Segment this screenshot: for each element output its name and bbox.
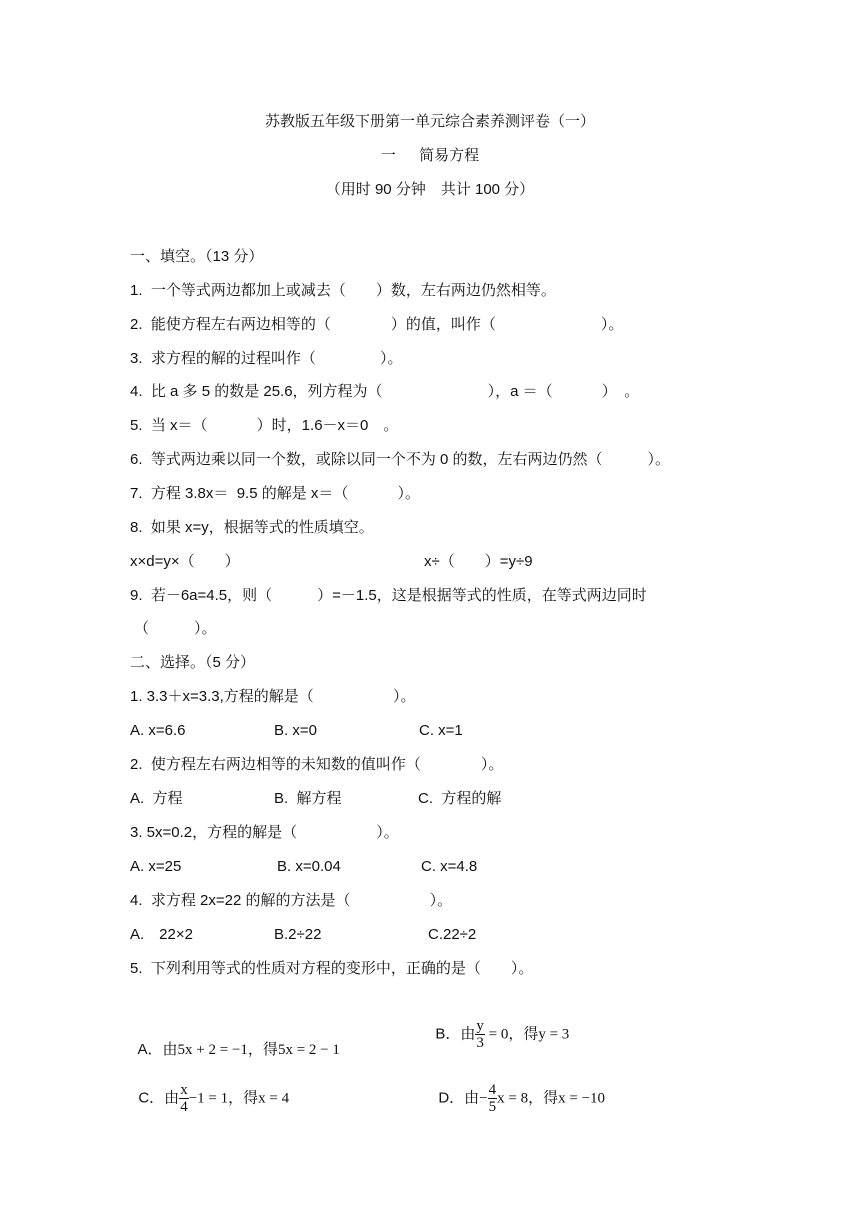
option-d-mid: ，得: [528, 1089, 559, 1107]
choice-q2-option-b: B. 解方程: [274, 790, 342, 807]
option-b-result: y = 3: [538, 1026, 570, 1043]
option-a-mid: ，得: [247, 1041, 278, 1058]
option-c-result: x = 4: [258, 1090, 290, 1107]
choice-q3-option-b: B. x=0.04: [277, 858, 341, 875]
option-b-equation-tail: = 0: [484, 1026, 509, 1043]
choice-q4-option-c: C.22÷2: [428, 926, 477, 943]
fill-q4: 4. 比 a 多 5 的数是 25.6，列方程为（ ），a ＝（ ） 。: [130, 383, 640, 400]
choice-q1-option-a: A. x=6.6: [130, 722, 186, 739]
fill-q6: 6. 等式两边乘以同一个数，或除以同一个不为 0 的数，左右两边仍然（ ）。: [130, 451, 671, 468]
option-d-denominator: 5: [488, 1099, 497, 1115]
choice-q4-option-a: A. 22×2: [130, 926, 193, 943]
choice-q5-option-c: [130, 1064, 289, 1115]
fill-q3: 3. 求方程的解的过程叫作（ ）。: [130, 350, 403, 367]
choice-q5-option-d: [430, 1064, 605, 1115]
fill-q5: 5. 当 x＝（ ）时，1.6－x＝0 。: [130, 417, 399, 434]
option-d-numerator: 4: [488, 1082, 497, 1098]
section2-heading: 二、选择。（5 分）: [130, 654, 256, 671]
choice-q2: 2. 使方程左右两边相等的未知数的值叫作（ ）。: [130, 756, 504, 773]
option-d-sign: −: [479, 1090, 488, 1107]
choice-q1-option-c: C. x=1: [419, 722, 463, 739]
fill-q9-cont: （ ）。: [134, 620, 217, 637]
fill-q7: 7. 方程 3.8x＝ 9.5 的解是 x＝（ ）。: [130, 485, 421, 502]
option-d-prefix: D．由: [438, 1089, 480, 1107]
option-a-result: 5x = 2 − 1: [277, 1042, 340, 1058]
option-b-fraction: [475, 1018, 485, 1051]
fill-q8: 8. 如果 x=y，根据等式的性质填空。: [130, 519, 374, 536]
option-b-mid: ，得: [508, 1025, 539, 1043]
choice-q3: 3. 5x=0.2，方程的解是（ ）。: [130, 824, 399, 841]
page-title: 苏教版五年级下册第一单元综合素养测评卷（一）: [264, 113, 595, 130]
option-b-denominator: 3: [476, 1035, 484, 1051]
choice-q5-option-a: [130, 1020, 340, 1060]
fill-q8-part-a: x×d=y×（ ）: [130, 553, 240, 570]
option-b-numerator: y: [476, 1018, 484, 1034]
option-d-fraction: [488, 1082, 498, 1115]
option-a-equation: 5x + 2 = −1: [177, 1042, 248, 1058]
option-d-result: x = −10: [558, 1090, 606, 1107]
fill-q1: 1. 一个等式两边都加上或减去（ ）数，左右两边仍然相等。: [130, 282, 556, 299]
fill-q9: 9. 若－6a=4.5，则（ ）=－1.5，这是根据等式的性质，在等式两边同时: [130, 587, 647, 604]
option-c-prefix: C．由: [138, 1089, 180, 1107]
option-a-prefix: A．由: [137, 1041, 178, 1058]
unit-title: 一 简易方程: [380, 147, 480, 164]
choice-q3-option-c: C. x=4.8: [421, 858, 478, 875]
choice-q5: 5. 下列利用等式的性质对方程的变形中，正确的是（ ）。: [130, 960, 534, 977]
option-c-numerator: x: [180, 1082, 188, 1098]
choice-q1-option-b: B. x=0: [274, 722, 317, 739]
choice-q5-option-b: [427, 1000, 569, 1051]
fill-q2: 2. 能使方程左右两边相等的（ ）的值，叫作（ ）。: [130, 316, 624, 333]
section1-heading: 一、填空。（13 分）: [130, 248, 264, 265]
option-c-mid: ，得: [228, 1089, 259, 1107]
option-d-equation-tail: x = 8: [497, 1090, 529, 1107]
time-note: （用时 90 分钟 共计 100 分）: [325, 181, 535, 198]
option-c-equation-tail: −1 = 1: [188, 1090, 229, 1107]
choice-q4: 4. 求方程 2x=22 的解的方法是（ ）。: [130, 892, 453, 909]
choice-q2-option-a: A. 方程: [130, 790, 183, 807]
choice-q1: 1. 3.3＋x=3.3,方程的解是（ ）。: [130, 688, 416, 705]
choice-q2-option-c: C. 方程的解: [418, 790, 502, 807]
choice-q4-option-b: B.2÷22: [274, 926, 322, 943]
option-c-fraction: [179, 1082, 189, 1115]
choice-q3-option-a: A. x=25: [130, 858, 182, 875]
fill-q8-part-b: x÷（ ）=y÷9: [424, 553, 533, 570]
option-c-denominator: 4: [180, 1099, 188, 1115]
option-b-prefix: B．由: [435, 1025, 476, 1043]
